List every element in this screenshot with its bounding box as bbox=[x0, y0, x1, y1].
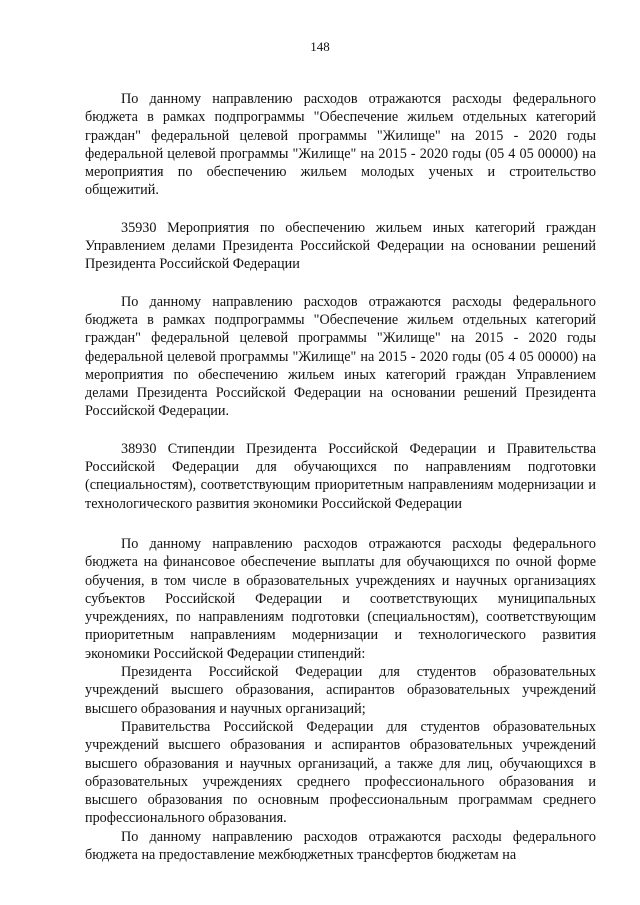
paragraph-president-scholarship: Президента Российской Федерации для студентов образовательных учреждений высшего образования, аспирантов образовательных учреждений высшего образования и научных организаций; bbox=[85, 664, 596, 717]
paragraph-housing-young-scientists: По данному направлению расходов отражаются расходы федерального бюджета в рамках подпрограммы "Обеспечение жильем отдельных категорий граждан" федеральной целевой программы "Жилище" на 2015 - 2020 годы федеральной целевой программы "Жилище" на 2015 - 2020 годы (05 4 05 00000) на мероприятия по обеспечению жильем молодых ученых и строительство общежитий. bbox=[85, 91, 596, 199]
paragraph-government-scholarship: Правительства Российской Федерации для студентов образовательных учреждений высшего образования и аспирантов образовательных учреждений высшего образования и научных организаций, а также для лиц, обучающихся в образовательных учреждениях среднего профессионального образования и высшего образования по основным профессиональным программам среднего профессионального образования. bbox=[85, 718, 596, 827]
document-body bbox=[85, 90, 596, 864]
heading-38930: 38930 Стипендии Президента Российской Федерации и Правительства Российской Федерации для обучающихся по направлениям подготовки (специальностям), соответствующим приоритетным направлениям модернизации и технологического развития экономики Российской Федерации bbox=[85, 440, 596, 512]
paragraph-housing-other-categories: По данному направлению расходов отражаются расходы федерального бюджета в рамках подпрограммы "Обеспечение жильем отдельных категорий граждан" федеральной целевой программы "Жилище" на 2015 - 2020 годы федеральной целевой программы "Жилище" на 2015 - 2020 годы (05 4 05 00000) на мероприятия по обеспечению жильем иных категорий граждан Управлением делами Президента Российской Федерации на основании решений Президента Российской Федерации. bbox=[85, 293, 596, 420]
paragraph-interbudget-transfers: По данному направлению расходов отражаются расходы федерального бюджета на предоставление межбюджетных трансфертов бюджетам на bbox=[85, 828, 596, 863]
paragraph-scholarships-intro: По данному направлению расходов отражаются расходы федерального бюджета на финансовое обеспечение выплаты для обучающихся по очной форме обучения, в том числе в образовательных учреждениях и научных организациях субъектов Российской Федерации и соответствующих муниципальных учреждениях, по направлениям подготовки (специальностям), соответствующим приоритетным направлениям модернизации и технологического развития экономики Российской Федерации стипендий: bbox=[85, 535, 596, 662]
heading-35930: 35930 Мероприятия по обеспечению жильем иных категорий граждан Управлением делами Президента Российской Федерации на основании решений Президента Российской Федерации bbox=[85, 219, 596, 273]
page-number: 148 bbox=[310, 39, 330, 54]
